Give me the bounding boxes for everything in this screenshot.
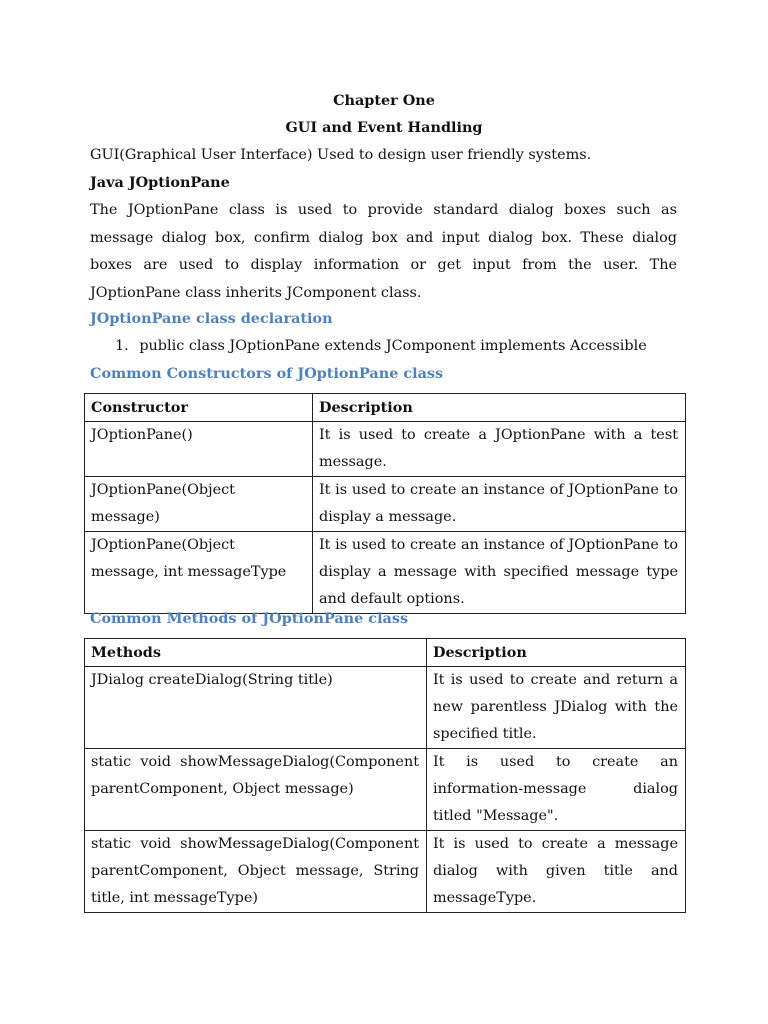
table-row: [85, 667, 686, 749]
chapter-title: Chapter One: [333, 92, 435, 109]
chapter-subtitle: GUI and Event Handling: [285, 119, 483, 136]
declaration-item-text: public class JOptionPane extends JComponent implements Accessible: [139, 338, 647, 354]
constructors-table: [84, 393, 686, 614]
table-header-row: [85, 394, 686, 422]
table-cell: It is used to create an information-message dialog titled "Message".: [427, 749, 686, 831]
table-row: [85, 532, 686, 614]
declaration-item: [115, 338, 647, 354]
table-cell: It is used to create a message dialog with given title and messageType.: [427, 831, 686, 913]
section-heading: Java JOptionPane: [90, 174, 230, 191]
declaration-heading: JOptionPane class declaration: [90, 310, 333, 327]
column-header: Description: [313, 394, 686, 422]
table-cell: JOptionPane(Object message): [85, 477, 313, 532]
column-header: Methods: [85, 639, 427, 667]
table-cell: JDialog createDialog(String title): [85, 667, 427, 749]
constructors-heading: Common Constructors of JOptionPane class: [90, 365, 444, 382]
table-cell: It is used to create a JOptionPane with a test message.: [313, 422, 686, 477]
declaration-item-number: 1.: [115, 338, 129, 354]
table-cell: It is used to create an instance of JOptionPane to display a message with specified message type and default options.: [313, 532, 686, 614]
table-row: [85, 422, 686, 477]
table-header-row: [85, 639, 686, 667]
intro-line: GUI(Graphical User Interface) Used to design user friendly systems.: [90, 147, 592, 163]
table-row: [85, 749, 686, 831]
body-paragraph: The JOptionPane class is used to provide standard dialog boxes such as message dialog box, confirm dialog box and input dialog box. These dialog boxes are used to display information or get input from the user. The JOptionPane class inherits JComponent class.: [90, 202, 677, 301]
column-header: Description: [427, 639, 686, 667]
table-cell: It is used to create an instance of JOptionPane to display a message.: [313, 477, 686, 532]
table-cell: JOptionPane(): [85, 422, 313, 477]
table-cell: static void showMessageDialog(Component parentComponent, Object message, String title, int messageType): [85, 831, 427, 913]
table-cell: JOptionPane(Object message, int messageType: [85, 532, 313, 614]
table-cell: static void showMessageDialog(Component parentComponent, Object message): [85, 749, 427, 831]
table-row: [85, 477, 686, 532]
methods-table: [84, 638, 686, 913]
methods-heading: Common Methods of JOptionPane class: [90, 610, 409, 627]
column-header: Constructor: [85, 394, 313, 422]
table-row: [85, 831, 686, 913]
table-cell: It is used to create and return a new parentless JDialog with the specified title.: [427, 667, 686, 749]
